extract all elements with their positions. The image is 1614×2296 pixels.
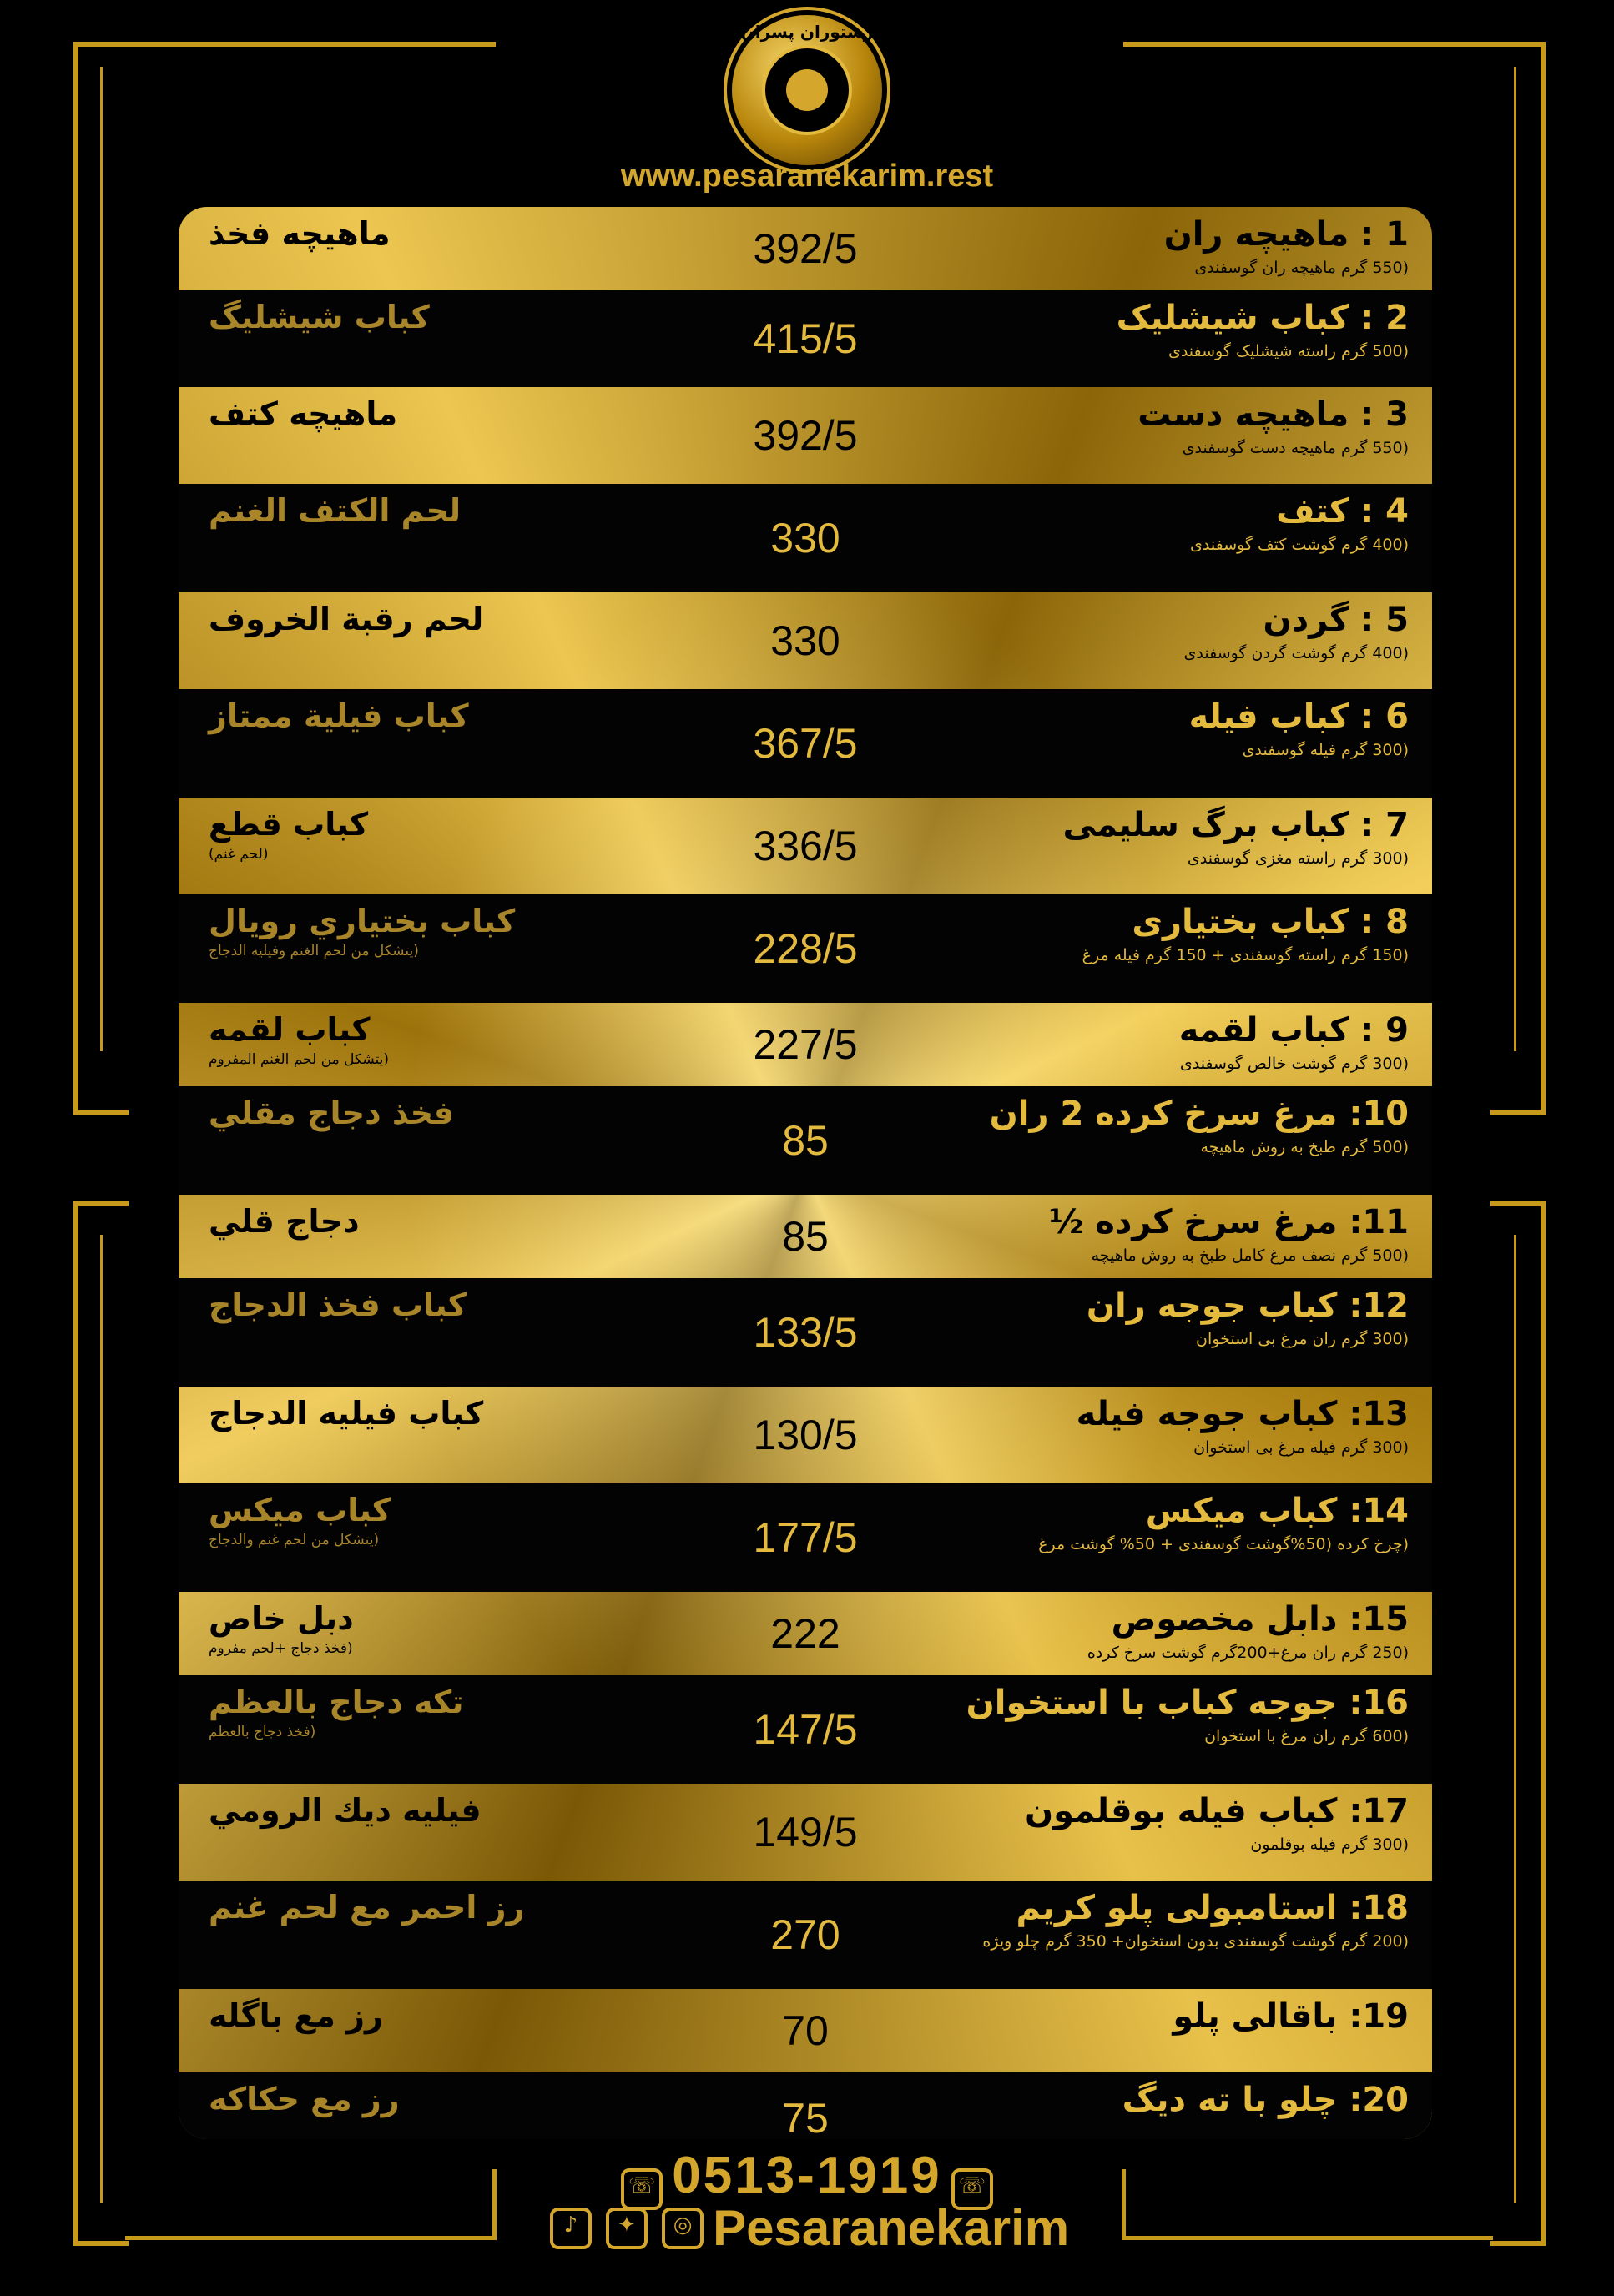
menu-item-row[interactable] xyxy=(179,290,1432,387)
frame-right-inner xyxy=(1480,67,1516,1051)
item-persian xyxy=(1087,1286,1409,1348)
item-persian xyxy=(1087,1600,1409,1662)
item-price: 227/5 xyxy=(753,1021,858,1068)
item-title: 11: مرغ سرخ کرده ½ xyxy=(1048,1203,1409,1241)
item-persian xyxy=(1077,1395,1409,1457)
item-arabic xyxy=(209,1492,391,1548)
menu-item-row[interactable] xyxy=(179,1989,1432,2072)
item-persian xyxy=(982,1889,1409,1951)
menu-panel xyxy=(179,207,1432,2139)
item-persian xyxy=(1117,299,1409,360)
item-arabic xyxy=(209,903,515,959)
logo-emblem xyxy=(765,48,849,132)
item-arabic xyxy=(209,1684,463,1740)
item-title: 5 : گردن xyxy=(1263,601,1409,639)
item-description: (300 گرم فیله بوقلمون xyxy=(1250,1835,1409,1854)
item-persian xyxy=(1190,492,1409,554)
item-title: 17: کباب فیله بوقلمون xyxy=(1024,1792,1409,1830)
menu-item-row[interactable] xyxy=(179,484,1432,592)
frame-right-lower-inner xyxy=(1480,1235,1516,2203)
social-handle[interactable]: Pesaranekarim xyxy=(713,2200,1070,2256)
item-persian xyxy=(1049,1203,1409,1265)
instagram-icon[interactable]: ◎ xyxy=(662,2208,704,2249)
item-price: 70 xyxy=(782,2007,829,2054)
menu-item-row[interactable] xyxy=(179,1086,1432,1195)
item-description: (500 گرم نصف مرغ کامل طبخ به روش ماهیچه xyxy=(1091,1246,1409,1265)
menu-item-row[interactable] xyxy=(179,2072,1432,2139)
item-price: 147/5 xyxy=(753,1706,858,1753)
menu-item-row[interactable] xyxy=(179,592,1432,689)
item-persian xyxy=(1025,1792,1409,1854)
item-title: 16: جوجه کباب با استخوان xyxy=(966,1684,1409,1722)
item-price: 392/5 xyxy=(753,225,858,272)
item-title: 2 : کباب شیشلیک xyxy=(1116,299,1409,337)
item-description: (150 گرم راسته گوسفندی + 150 گرم فیله مرغ xyxy=(1082,946,1409,964)
item-price: 75 xyxy=(782,2095,829,2139)
item-arabic xyxy=(209,1997,383,2037)
item-arabic-title: لحم الكتف الغنم xyxy=(209,492,462,529)
item-title: 13: کباب جوجه فیله xyxy=(1076,1395,1409,1433)
item-arabic-description: (لحم غنم) xyxy=(209,846,269,863)
frame-left-inner xyxy=(100,67,136,1051)
item-arabic-title: كباب فيلية ممتاز xyxy=(209,697,469,734)
item-persian xyxy=(1122,2081,1409,2124)
item-arabic xyxy=(209,1889,524,1929)
item-arabic-title: ماهيچه فخذ xyxy=(209,215,391,252)
item-price: 336/5 xyxy=(753,823,858,869)
item-persian xyxy=(1038,1492,1409,1553)
item-title: 3 : ماهیچه دست xyxy=(1137,395,1409,434)
item-price: 222 xyxy=(770,1610,840,1657)
menu-item-row[interactable] xyxy=(179,1881,1432,1989)
phone-icon: ☏ xyxy=(621,2168,663,2210)
item-arabic-title: فخذ دجاج مقلي xyxy=(209,1095,455,1131)
menu-item-row[interactable] xyxy=(179,207,1432,290)
item-persian xyxy=(966,1684,1409,1745)
menu-item-row[interactable] xyxy=(179,1784,1432,1881)
item-description: (300 گرم راسته مغزی گوسفندی xyxy=(1187,849,1409,868)
item-description: (500 گرم طبخ به روش ماهیچه xyxy=(1200,1138,1409,1156)
item-price: 133/5 xyxy=(753,1309,858,1356)
item-arabic xyxy=(209,1600,354,1657)
item-title: 12: کباب جوجه ران xyxy=(1086,1286,1409,1325)
item-persian xyxy=(1184,601,1410,662)
item-arabic xyxy=(209,1395,483,1435)
item-persian xyxy=(1188,697,1409,759)
item-arabic xyxy=(209,299,430,339)
item-arabic-title: كباب فيليه الدجاج xyxy=(209,1395,484,1432)
item-description: (300 گرم گوشت خالص گوسفندی xyxy=(1179,1055,1409,1073)
item-arabic-title: رز مع باگله xyxy=(209,1997,383,2034)
item-description: (200 گرم گوشت گوسفندی بدون استخوان+ 350 گرم چلو ویژه xyxy=(982,1932,1409,1951)
item-price: 330 xyxy=(770,515,840,561)
item-persian xyxy=(1164,215,1409,277)
frame-top-left xyxy=(73,42,496,164)
logo-text: رستوران پسران xyxy=(740,22,874,42)
item-price: 177/5 xyxy=(753,1514,858,1561)
item-arabic-description: (يتشكل من لحم الغنم المفروم xyxy=(209,1051,390,1068)
item-arabic-title: كباب فخذ الدجاج xyxy=(209,1286,467,1323)
item-title: 6 : کباب فیله xyxy=(1188,697,1409,736)
item-description: (400 گرم گوشت گردن گوسفندی xyxy=(1183,644,1409,662)
item-arabic-title: دبل خاص xyxy=(209,1600,354,1637)
menu-item-row[interactable] xyxy=(179,1278,1432,1387)
item-arabic xyxy=(209,395,397,436)
restaurant-logo xyxy=(732,15,882,165)
item-arabic-title: كباب شيشليگ xyxy=(209,299,430,335)
menu-item-row[interactable] xyxy=(179,1483,1432,1592)
item-arabic-description: (يتشكل من لحم غنم والدجاج xyxy=(209,1532,380,1548)
menu-item-row[interactable] xyxy=(179,1675,1432,1784)
item-persian xyxy=(1179,1011,1409,1073)
item-arabic-description: (يتشكل من لحم الغنم وفيليه الدجاج xyxy=(209,943,419,959)
item-title: 18: استامبولی پلو کریم xyxy=(1016,1889,1409,1927)
item-arabic xyxy=(209,215,391,255)
item-arabic xyxy=(209,1286,467,1327)
crown-icon xyxy=(786,69,828,111)
item-title: 20: چلو با ته دیگ xyxy=(1122,2081,1409,2119)
item-arabic-title: تكه دجاج بالعظم xyxy=(209,1684,464,1720)
item-title: 4 : کتف xyxy=(1276,492,1409,531)
item-price: 85 xyxy=(782,1213,829,1260)
item-description: (600 گرم ران مرغ با استخوان xyxy=(1204,1727,1409,1745)
item-persian xyxy=(1082,903,1409,964)
tiktok-icon[interactable]: ♪ xyxy=(550,2208,592,2249)
item-arabic-title: كباب لقمه xyxy=(209,1011,371,1048)
item-title: 8 : کباب بختیاری xyxy=(1132,903,1409,941)
item-price: 228/5 xyxy=(753,925,858,972)
item-arabic-description: (فخذ دجاج بالعظم xyxy=(209,1724,316,1740)
item-arabic-title: دجاج قلي xyxy=(209,1203,360,1240)
item-arabic xyxy=(209,697,469,738)
frame-left-lower-inner xyxy=(100,1235,136,2203)
item-price: 415/5 xyxy=(753,315,858,362)
item-title: 14: کباب میکس xyxy=(1145,1492,1409,1530)
item-arabic xyxy=(209,1095,454,1135)
item-price: 85 xyxy=(782,1117,829,1164)
item-arabic xyxy=(209,601,483,641)
item-arabic-title: كباب ميكس xyxy=(209,1492,391,1528)
item-arabic-title: كباب قطع xyxy=(209,806,369,843)
item-price: 330 xyxy=(770,617,840,664)
twitter-icon[interactable]: ✦ xyxy=(606,2208,648,2249)
menu-item-row[interactable] xyxy=(179,689,1432,798)
item-arabic xyxy=(209,2081,400,2121)
item-arabic xyxy=(209,806,368,863)
item-arabic xyxy=(209,492,461,532)
menu-item-row[interactable] xyxy=(179,798,1432,894)
item-price: 270 xyxy=(770,1911,840,1958)
item-arabic-title: كباب بختياري رويال xyxy=(209,903,516,939)
item-arabic xyxy=(209,1203,360,1243)
menu-item-row[interactable] xyxy=(179,1195,1432,1278)
website-url[interactable]: www.pesaranekarim.rest xyxy=(620,159,994,194)
item-persian xyxy=(1173,1997,1409,2041)
social-row xyxy=(0,2199,1614,2257)
menu-item-row[interactable] xyxy=(179,1592,1432,1675)
item-title: 7 : کباب برگ سلیمی xyxy=(1062,806,1409,844)
item-arabic xyxy=(209,1792,482,1832)
item-price: 130/5 xyxy=(753,1412,858,1458)
item-description: (550 گرم ماهیچه دست گوسفندی xyxy=(1182,439,1409,457)
item-title: 10: مرغ سرخ کرده 2 ران xyxy=(989,1095,1409,1133)
item-description: (چرخ کرده (50%گوشت گوسفندی + 50% گوشت مرغ xyxy=(1038,1535,1409,1553)
item-description: (250 گرم ران مرغ+200گرم گوشت سرخ کرده xyxy=(1087,1644,1409,1662)
menu-item-row[interactable] xyxy=(179,387,1432,484)
item-description: (500 گرم راسته شیشلیک گوسفندی xyxy=(1168,342,1409,360)
menu-item-row[interactable] xyxy=(179,1003,1432,1086)
menu-item-row[interactable] xyxy=(179,1387,1432,1483)
item-arabic xyxy=(209,1011,389,1068)
item-arabic-title: رز مع حكاكه xyxy=(209,2081,400,2117)
item-arabic-description: (فخذ دجاج +لحم مفروم xyxy=(209,1640,353,1657)
item-arabic-title: رز احمر مع لحم غنم xyxy=(209,1889,525,1926)
menu-item-row[interactable] xyxy=(179,894,1432,1003)
item-description: (550 گرم ماهیچه ران گوسفندی xyxy=(1194,259,1409,277)
item-persian xyxy=(1063,806,1409,868)
item-price: 392/5 xyxy=(753,412,858,459)
item-arabic-title: فيليه ديك الرومي xyxy=(209,1792,482,1829)
item-title: 19: باقالی پلو xyxy=(1173,1997,1409,2036)
item-title: 15: دابل مخصوص xyxy=(1111,1600,1409,1639)
item-persian xyxy=(990,1095,1409,1156)
item-persian xyxy=(1137,395,1409,457)
item-price: 149/5 xyxy=(753,1809,858,1855)
item-description: (300 گرم ران مرغ بی استخوان xyxy=(1196,1330,1409,1348)
item-title: 9 : کباب لقمه xyxy=(1178,1011,1409,1050)
item-title: 1 : ماهیچه ران xyxy=(1163,215,1409,254)
item-arabic-title: ماهيچه كتف xyxy=(209,395,398,432)
item-arabic-title: لحم رقبة الخروف xyxy=(209,601,484,637)
item-description: (400 گرم گوشت کتف گوسفندی xyxy=(1190,536,1409,554)
phone-icon: ☏ xyxy=(951,2168,993,2210)
phone-number[interactable]: 0513-1919 xyxy=(672,2147,942,2204)
item-description: (300 گرم فیله گوسفندی xyxy=(1242,741,1409,759)
item-price: 367/5 xyxy=(753,720,858,767)
item-description: (300 گرم فیله مرغ بی استخوان xyxy=(1193,1438,1409,1457)
